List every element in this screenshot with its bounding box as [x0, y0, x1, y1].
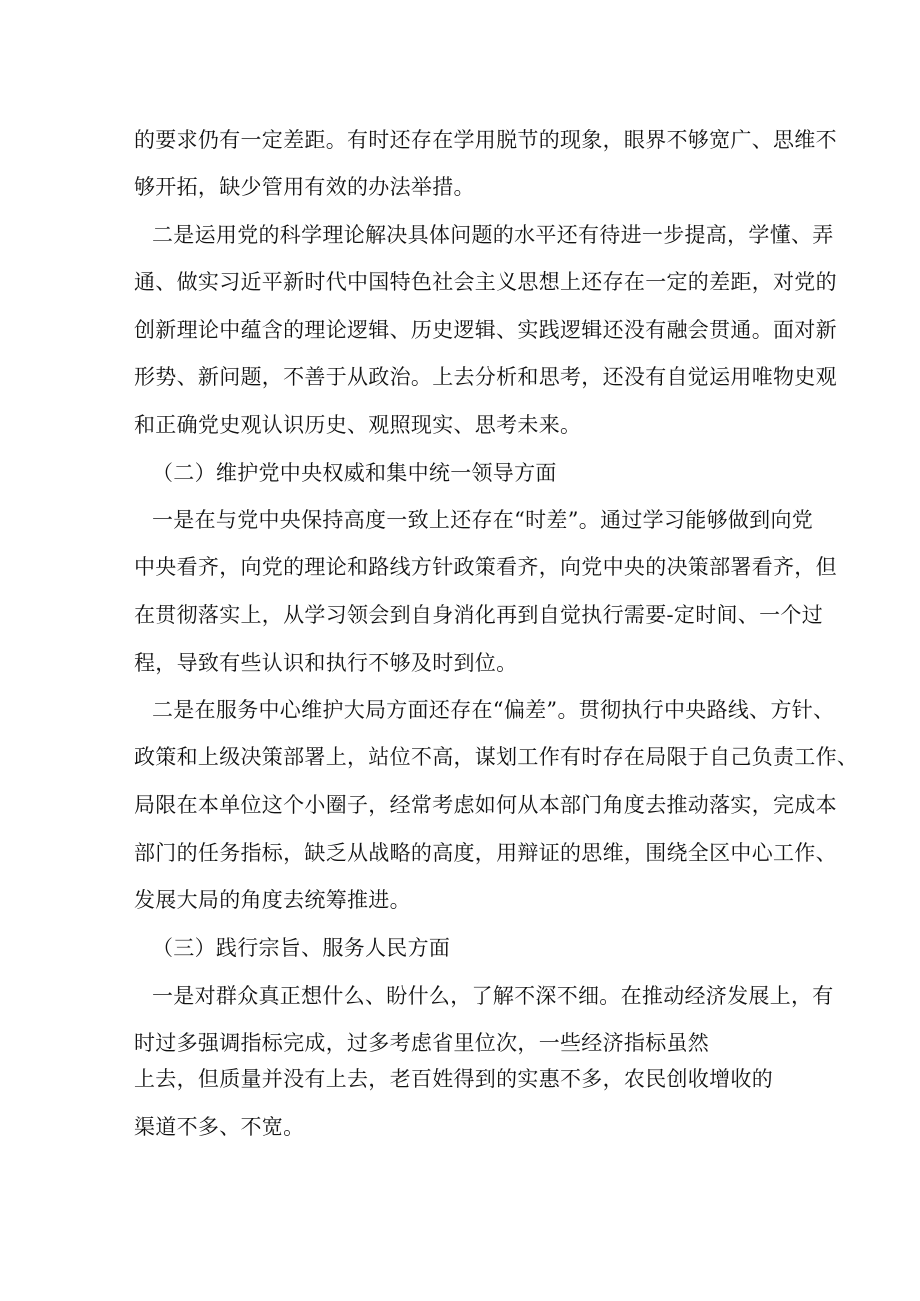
paragraph-start: 二是运用党的科学理论解决具体问题的水平还有待进一步提高，学懂、弄	[152, 223, 834, 247]
text-line: 中央看齐，向党的理论和路线方针政策看齐，向党中央的决策部署看齐，但	[134, 555, 837, 579]
text-line: 通、做实习近平新时代中国特色社会主义思想上还存在一定的差距，对党的	[134, 270, 837, 294]
text-line: 够开拓，缺少管用有效的办法举措。	[134, 175, 475, 199]
paragraph-start: 二是在服务中心维护大局方面还存在“偏差”。贯彻执行中央路线、方针、	[152, 698, 835, 722]
text-line: 程，导致有些认识和执行不够及时到位。	[134, 651, 518, 675]
text-line: 渠道不多、不宽。	[134, 1115, 305, 1139]
section-heading: （三）践行宗旨、服务人民方面	[152, 936, 451, 960]
text-line: 部门的任务指标，缺乏从战略的高度，用辩证的思维，围绕全区中心工作、	[134, 841, 837, 865]
paragraph-start: 一是在与党中央保持高度一致上还存在“时差”。通过学习能够做到向党	[152, 508, 814, 532]
text-line: 在贯彻落实上，从学习领会到自身消化再到自觉执行需要-定时间、一个过	[134, 603, 823, 627]
text-line: 的要求仍有一定差距。有时还存在学用脱节的现象，眼界不够宽广、思维不	[134, 128, 837, 152]
text-line: 时过多强调指标完成，过多考虑省里位次，一些经济指标虽然	[134, 1031, 710, 1055]
text-line: 上去，但质量并没有上去，老百姓得到的实惠不多，农民创收增收的	[134, 1067, 773, 1091]
text-line: 政策和上级决策部署上，站位不高，谋划工作有时存在局限于自己负责工作、	[134, 745, 859, 769]
paragraph-start: 一是对群众真正想什么、盼什么，了解不深不细。在推动经济发展上，有	[152, 984, 834, 1008]
text-line: 创新理论中蕴含的理论逻辑、历史逻辑、实践逻辑还没有融会贯通。面对新	[134, 318, 837, 342]
text-line: 和正确党史观认识历史、观照现实、思考未来。	[134, 413, 582, 437]
text-line: 发展大局的角度去统筹推进。	[134, 888, 411, 912]
text-line: 局限在本单位这个小圈子，经常考虑如何从本部门角度去推动落实，完成本	[134, 793, 837, 817]
section-heading: （二）维护党中央权威和集中统一领导方面	[152, 461, 557, 485]
text-line: 形势、新问题，不善于从政治。上去分析和思考，还没有自觉运用唯物史观	[134, 365, 837, 389]
